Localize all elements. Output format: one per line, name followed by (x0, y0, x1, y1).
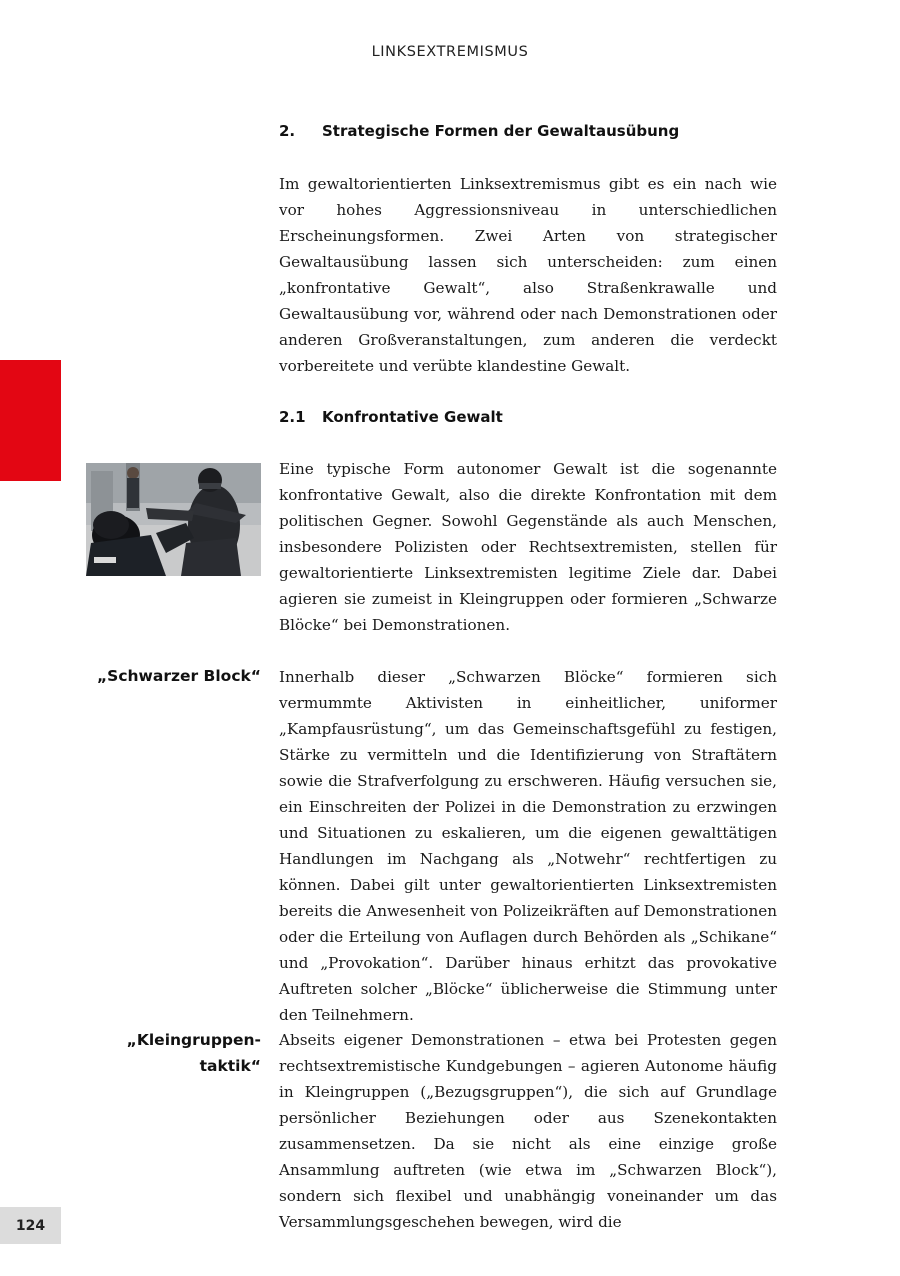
section-number: 2.1 (279, 408, 306, 426)
running-header: LINKSEXTREMISMUS (371, 44, 529, 60)
protest-photo (86, 463, 261, 576)
schwarzer-block-paragraph (279, 664, 777, 1028)
paragraph-text: Innerhalb dieser „Schwarzen Blöcke“ formieren sich vermummte Aktivisten in einheitlicher, uniformer „Kampfausrüstung“, um das Gemeinschaftsgefühl zu festigen, Stärke zu vermitteln und die Identifizierung von Straftätern sowie die Strafverfolgung zu erschweren. Häufig versuchen sie, ein Einschreiten der Polizei in die Demonstration zu erzwingen und Situationen zu eskalieren, um die eigenen gewalttätigen Handlungen im Nachgang als „Notwehr“ rechtfertigen zu können. Dabei gilt unter gewaltorientierten Linksextremisten bereits die Anwesenheit von Polizeikräften auf Demonstrationen oder die Erteilung von Auflagen durch Behörden als „Schikane“ und „Provokation“. Darüber hinaus erhitzt das provokative Auftreten solcher „Blöcke“ üblicherweise die Stimmung unter den Teilnehmern. (279, 668, 777, 1024)
margin-label-schwarzer-block: „Schwarzer Block“ (96, 667, 261, 685)
section-2-paragraph (279, 171, 777, 379)
paragraph-text: Abseits eigener Demonstrationen – etwa bei Protesten gegen rechtsextremistische Kundgebungen – agieren Autonome häufig in Kleingruppen („Bezugsgruppen“), die sich auf Grundlage persönlicher Beziehungen oder aus Szenekontakten zusammensetzen. Da sie nicht als eine einzige große Ansammlung auftreten (wie etwa im „Schwarzen Block“), sondern sich flexibel und unabhängig voneinander um das Versammlungsgeschehen bewegen, wird die (279, 1031, 777, 1231)
kleingruppen-paragraph (279, 1027, 777, 1235)
section-title: Strategische Formen der Gewaltausübung (322, 122, 680, 140)
paragraph-text: Im gewaltorientierten Linksextremismus gibt es ein nach wie vor hohes Aggressionsniveau in unterschiedlichen Erscheinungsformen. Zwei Arten von strategischer Gewaltausübung lassen sich unterscheiden: zum einen „konfrontative Gewalt“, also Straßenkrawalle und Gewaltausübung vor, während oder nach Demonstrationen oder anderen Großveranstaltungen, zum anderen die verdeckt vorbereitete und verübte klandestine Gewalt. (279, 175, 777, 375)
margin-label-line: „Kleingruppen- (126, 1031, 261, 1049)
margin-label-kleingruppentaktik (61, 1027, 261, 1079)
chapter-marker-tab (0, 360, 61, 481)
margin-label-line: taktik“ (199, 1057, 261, 1075)
paragraph-text: Eine typische Form autonomer Gewalt ist die sogenannte konfrontative Gewalt, also die direkte Konfrontation mit dem politischen Gegner. Sowohl Gegenstände als auch Menschen, insbesondere Polizisten oder Rechtsextremisten, stellen für gewaltorientierte Linksextremisten legitime Ziele dar. Dabei agieren sie zumeist in Kleingruppen oder formieren „Schwarze Blöcke“ bei Demonstrationen. (279, 460, 777, 634)
section-title: Konfrontative Gewalt (322, 408, 503, 426)
page-number: 124 (0, 1207, 61, 1244)
section-heading-2 (279, 122, 679, 140)
section-number: 2. (279, 122, 296, 140)
section-heading-2-1 (279, 408, 503, 426)
section-2-1-paragraph (279, 456, 777, 638)
